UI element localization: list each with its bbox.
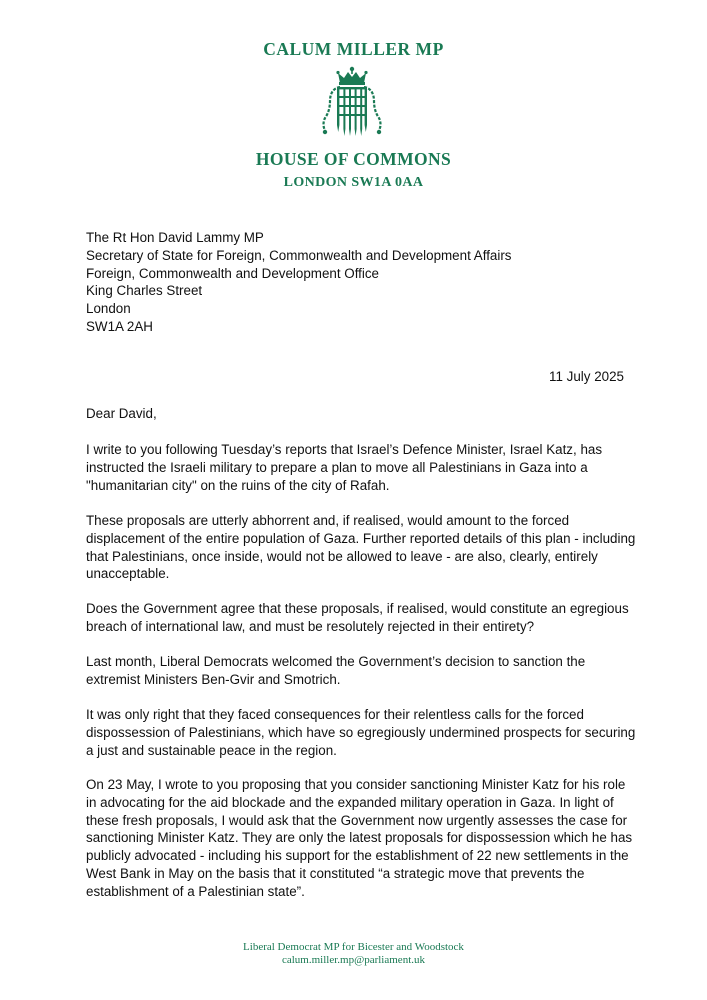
recipient-line: London: [86, 301, 131, 317]
recipient-line: Foreign, Commonwealth and Development Office: [86, 265, 380, 281]
paragraph-2: These proposals are utterly abhorrent and, if realised, would amount to the forced displacement of the entire population of Gaza. Further reported details of this plan - including that Palestinians, once inside, would not be allowed to leave - are also, clearly, entirely unacceptable.: [86, 513, 636, 582]
paragraph-1: I write to you following Tuesday’s reports that Israel’s Defence Minister, Israel Katz, has instructed the Israeli military to prepare a plan to move all Palestinians in Gaza into a "humanitarian city" on the ruins of the city of Rafah.: [86, 442, 603, 493]
address-city-line: LONDON SW1A 0AA: [283, 175, 424, 190]
recipient-address: [86, 229, 512, 336]
letter-footer: [0, 941, 707, 966]
paragraph-3: Does the Government agree that these proposals, if realised, would constitute an egregious breach of international law, and must be resolutely rejected in their entirety?: [86, 601, 629, 634]
letter-date: 11 July 2025: [549, 369, 624, 384]
paragraph-4: Last month, Liberal Democrats welcomed the Government’s decision to sanction the extremist Ministers Ben-Gvir and Smotrich.: [86, 654, 586, 687]
mp-name: CALUM MILLER MP: [263, 39, 444, 59]
recipient-line: The Rt Hon David Lammy MP: [86, 230, 264, 245]
recipient-line: SW1A 2AH: [86, 318, 153, 334]
footer-constituency: Liberal Democrat MP for Bicester and Woodstock: [243, 941, 464, 953]
recipient-line: King Charles Street: [86, 283, 203, 299]
footer-email: calum.miller.mp@parliament.uk: [281, 953, 425, 966]
paragraph-6: On 23 May, I wrote to you proposing that you consider sanctioning Minister Katz for his role in advocating for the aid blockade and the expanded military operation in Gaza. In light of these fresh proposals, I would ask that the Government now urgently assesses the case for sanctioning Minister Katz. They are only the latest proposals for dispossession which he has publicly advocated - including his support for the establishment of 22 new settlements in the West Bank in May on the basis that it constituted “a strategic move that prevents the establishment of a Palestinian state”.: [86, 777, 633, 899]
salutation: Dear David,: [86, 406, 157, 421]
portcullis-icon: [318, 66, 386, 138]
recipient-line: Secretary of State for Foreign, Commonwealth and Development Affairs: [86, 247, 512, 263]
paragraph-5: It was only right that they faced consequences for their relentless calls for the forced dispossession of Palestinians, which have so egregiously undermined prospects for securing a just and sustainable peace in the region.: [86, 707, 636, 758]
house-of-commons-heading: HOUSE OF COMMONS: [255, 149, 452, 169]
